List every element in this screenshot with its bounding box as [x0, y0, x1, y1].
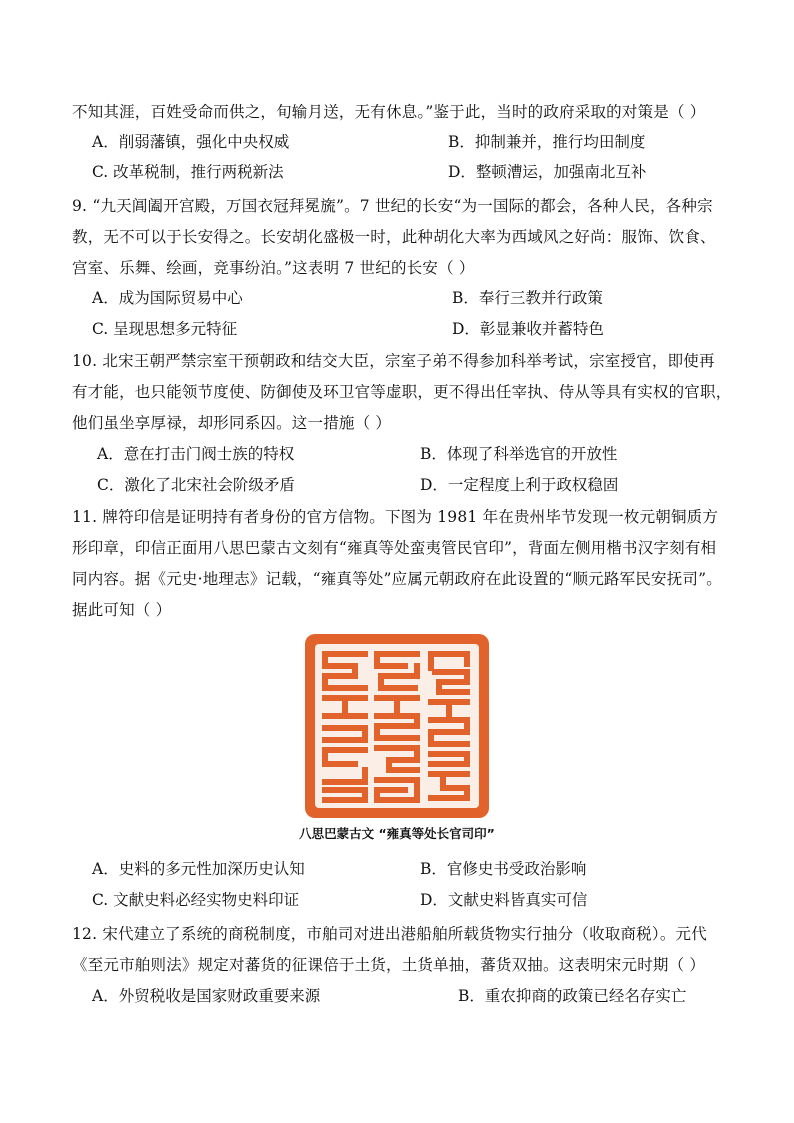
q10-option-a: A．意在打击门阀士族的特权 — [97, 445, 295, 463]
q9-option-d: D．彰显兼收并蓄特色 — [452, 320, 604, 338]
seal-caption: 八思巴蒙古文 “雍真等处长官司印” — [299, 826, 495, 841]
q10-line-3: 他们虽坐享厚禄，却形同系囚。这一措施（ ） — [72, 414, 392, 432]
q10-line-1: 10. 北宋王朝严禁宗室干预朝政和结交大臣，宗室子弟不得参加科举考试，宗室授官，即使再 — [72, 352, 715, 370]
q11-line-2: 形印章，印信正面用八思巴蒙古文刻有“雍真等处蛮夷管民官印”，背面左侧用楷书汉字刻有相 — [72, 539, 717, 557]
q8-option-d: D．整顿漕运，加强南北互补 — [448, 163, 647, 181]
q9-line-1: 9. “九天阊阖开宫殿，万国衣冠拜冕旒”。7 世纪的长安“为一国际的都会，各种人民，各种宗 — [72, 197, 713, 215]
q8-option-b: B．抑制兼并，推行均田制度 — [448, 133, 646, 151]
q9-line-3: 宫室、乐舞、绘画，竞事纷泊。”这表明 7 世纪的长安（ ） — [72, 259, 475, 277]
q10-option-d: D．一定程度上利于政权稳固 — [420, 476, 619, 494]
q9-option-a: A．成为国际贸易中心 — [92, 289, 243, 307]
phags-pa-seal-image — [303, 632, 491, 820]
q10-option-c: C．激化了北宋社会阶级矛盾 — [97, 476, 295, 494]
q12-option-a: A．外贸税收是国家财政重要来源 — [92, 987, 321, 1005]
q9-option-c: C. 呈现思想多元特征 — [92, 320, 238, 338]
q11-line-1: 11. 牌符印信是证明持有者身份的官方信物。下图为 1981 年在贵州毕节发现一枚元朝铜质方 — [72, 508, 719, 526]
q11-option-a: A．史料的多元性加深历史认知 — [92, 860, 305, 878]
q8-stem: 不知其涯，百姓受命而供之，旬输月送，无有休息。”鉴于此，当时的政府采取的对策是（ ） — [72, 103, 706, 121]
q11-line-3: 同内容。据《元史·地理志》记载，“雍真等处”应属元朝政府在此设置的“顺元路军民安抚司”。 — [72, 570, 722, 588]
q9-option-b: B．奉行三教并行政策 — [452, 289, 603, 307]
q8-option-a: A．削弱藩镇，强化中央权威 — [92, 133, 290, 151]
q10-option-b: B．体现了科举选官的开放性 — [420, 445, 618, 463]
q11-option-d: D．文献史料皆真实可信 — [420, 891, 588, 909]
q9-line-2: 教，无不可以于长安得之。长安胡化盛极一时，此种胡化大率为西域风之好尚：服饰、饮食、 — [72, 228, 716, 246]
q11-line-4: 据此可知（ ） — [72, 601, 172, 619]
q12-option-b: B．重农抑商的政策已经名存实亡 — [458, 987, 687, 1005]
q12-line-1: 12. 宋代建立了系统的商税制度，市舶司对进出港船舶所载货物实行抽分（收取商税）。元代 — [72, 925, 707, 943]
q11-option-c: C. 文献史料必经实物史料印证 — [92, 891, 300, 909]
q10-line-2: 有才能，也只能领节度使、防御使及环卫官等虚职，更不得出任宰执、侍从等具有实权的官职， — [72, 383, 732, 401]
q8-option-c: C. 改革税制，推行两税新法 — [92, 163, 284, 181]
q12-line-2: 《至元市舶则法》规定对蕃货的征课倍于土货，土货单抽，蕃货双抽。这表明宋元时期（ ） — [72, 956, 706, 974]
q11-option-b: B．官修史书受政治影响 — [420, 860, 587, 878]
